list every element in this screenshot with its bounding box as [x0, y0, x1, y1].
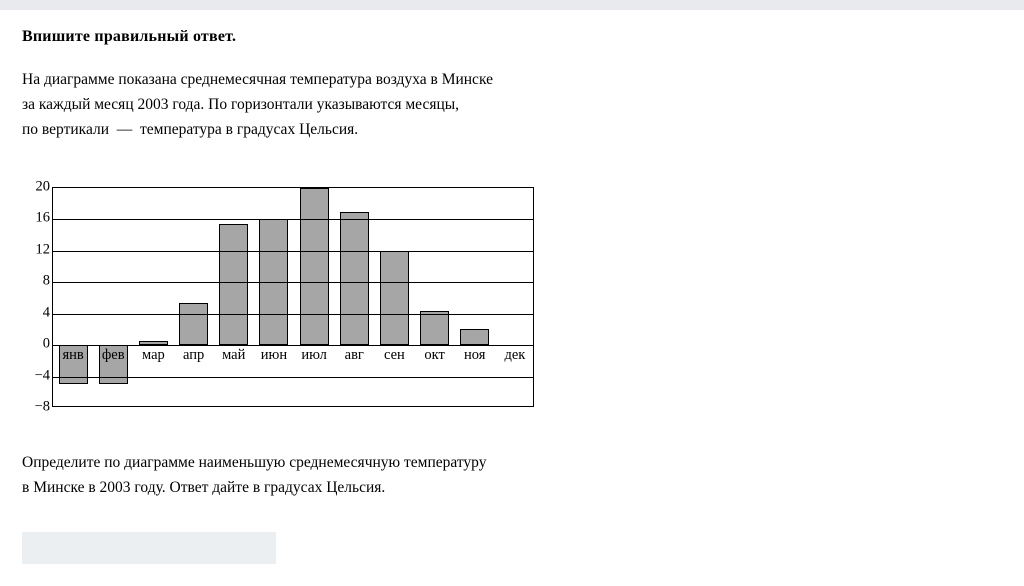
task-question-line-2: в Минске в 2003 году. Ответ дайте в градусах Цельсия.: [22, 479, 386, 496]
y-axis-tick-label: 8: [42, 272, 50, 289]
task-description-line-2: за каждый месяц 2003 года. По горизонтали указываются месяцы,: [22, 96, 460, 113]
answer-input[interactable]: [22, 532, 276, 564]
gridline: [53, 251, 533, 252]
gridline: [53, 377, 533, 378]
y-axis-tick-label: −8: [34, 398, 50, 415]
temperature-bar-chart: [22, 175, 552, 420]
x-axis-tick-label: дек: [504, 347, 526, 364]
chart-bar: [300, 188, 329, 345]
chart-bar: [380, 251, 409, 345]
gridline: [53, 345, 533, 346]
task-description-line-3: по вертикали — температура в градусах Цельсия.: [22, 121, 359, 138]
task-question-line-1: Определите по диаграмме наименьшую среднемесячную температуру: [22, 454, 487, 471]
chart-bar: [219, 224, 248, 345]
x-axis-tick-label: апр: [182, 347, 205, 364]
chart-bar: [179, 303, 208, 345]
gridline: [53, 282, 533, 283]
chart-bar: [340, 212, 369, 346]
chart-bars: [53, 188, 533, 406]
x-axis-tick-label: фев: [101, 347, 125, 364]
y-axis-tick-label: 0: [42, 335, 50, 352]
gridline: [53, 314, 533, 315]
y-axis-tick-label: 4: [42, 304, 50, 321]
chart-bar: [460, 329, 489, 345]
gridline: [53, 219, 533, 220]
page-title: Впишите правильный ответ.: [22, 28, 237, 45]
x-axis-tick-label: янв: [62, 347, 84, 364]
chart-bar: [420, 311, 449, 346]
task-description: [22, 67, 642, 142]
browser-top-strip: [0, 0, 1024, 10]
x-axis-tick-label: май: [222, 347, 246, 364]
task-question: [22, 450, 662, 500]
y-axis-labels: [22, 178, 50, 415]
x-axis-tick-label: авг: [344, 347, 364, 364]
x-axis-tick-label: июл: [301, 347, 327, 364]
x-axis-tick-label: сен: [384, 347, 405, 364]
chart-plot-area: [52, 187, 534, 407]
page-content: [0, 10, 1024, 586]
y-axis-tick-label: 12: [35, 241, 50, 258]
y-axis-tick-label: 20: [35, 178, 50, 195]
task-description-line-1: На диаграмме показана среднемесячная температура воздуха в Минске: [22, 71, 493, 88]
x-axis-tick-label: окт: [424, 347, 445, 364]
x-axis-tick-label: мар: [142, 347, 165, 364]
y-axis-tick-label: 16: [35, 209, 50, 226]
x-axis-tick-label: июн: [260, 347, 288, 364]
x-axis-tick-label: ноя: [464, 347, 486, 364]
y-axis-tick-label: −4: [34, 367, 50, 384]
